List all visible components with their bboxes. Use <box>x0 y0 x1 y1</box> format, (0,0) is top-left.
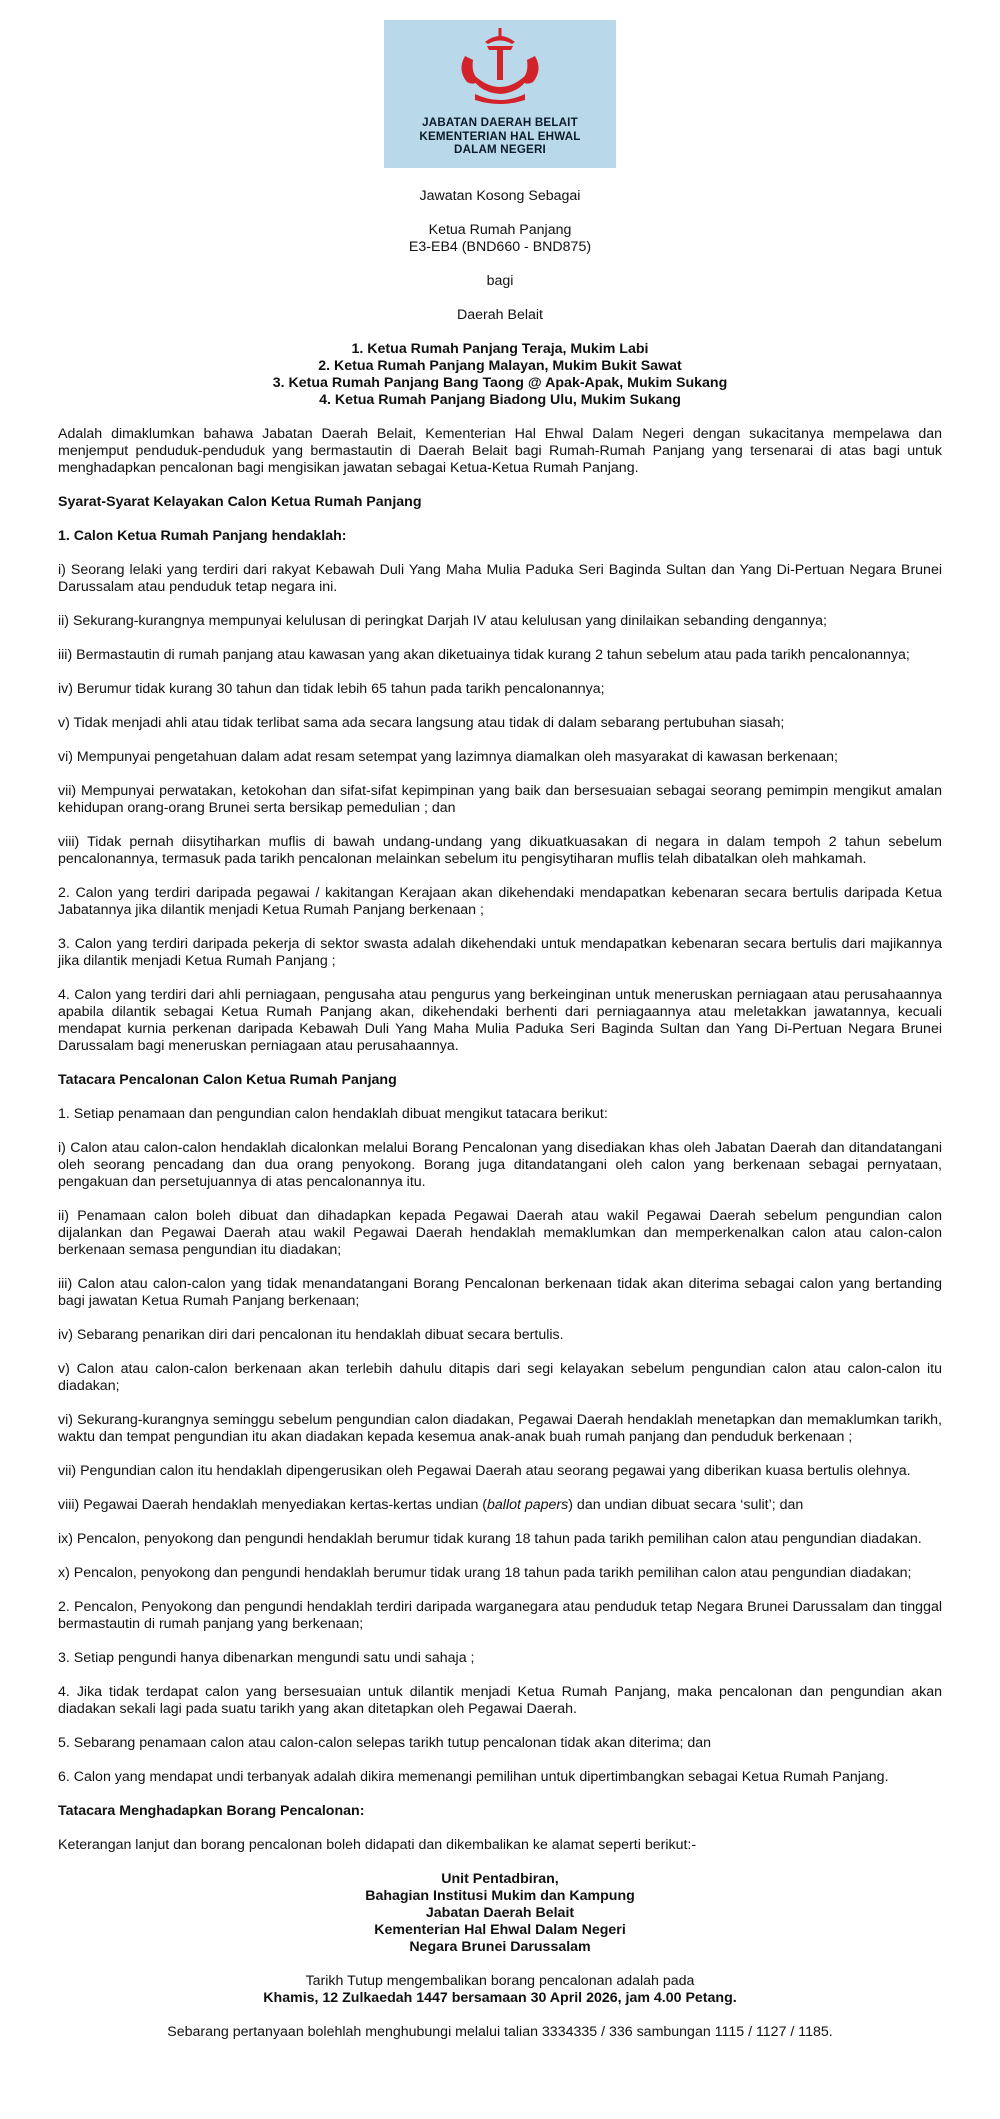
procedure-heading: Tatacara Pencalonan Calon Ketua Rumah Panjang <box>58 1072 397 1088</box>
post-grade: E3-EB4 (BND660 - BND875) <box>408 239 592 255</box>
eligibility-heading: Syarat-Syarat Kelayakan Calon Ketua Rumah Panjang <box>58 494 422 510</box>
title-block <box>58 188 942 426</box>
closing-date: Khamis, 12 Zulkaedah 1447 bersamaan 30 April 2026, jam 4.00 Petang. <box>263 1990 737 2006</box>
procedure-para: 4. Jika tidak terdapat calon yang bersesuaian untuk dilantik menjadi Ketua Rumah Panjang, maka pencalonan dan pengundian akan diadakan sekali lagi pada suatu tarikh yang akan ditetapkan oleh Pegawai Daerah. <box>58 1684 942 1717</box>
procedure-item: i) Calon atau calon-calon hendaklah dicalonkan melalui Borang Pencalonan yang disediakan khas oleh Jabatan Daerah dan ditandatangani oleh seorang pencadang dan dua orang penyokong. Borang juga ditandatangani oleh calon yang berkenaan sebagai pernyataan, pengakuan dan persetujuannya di atas pencalonannya itu. <box>58 1140 942 1190</box>
procedure-para: 5. Sebarang penamaan calon atau calon-calon selepas tarikh tutup pencalonan tidak akan diterima; dan <box>58 1735 712 1751</box>
location-item: 4. Ketua Rumah Panjang Biadong Ulu, Mukim Sukang <box>319 392 681 408</box>
procedure-item: ii) Penamaan calon boleh dibuat dan dihadapkan kepada Pegawai Daerah atau wakil Pegawai Daerah sebelum pengundian calon dijalankan dan Pegawai Daerah atau wakil Pegawai Daerah hendaklah memaklumkan dan memperkenalkan calon atau calon-calon berkenaan semasa pengundian itu diadakan; <box>58 1208 942 1258</box>
eligibility-item: viii) Tidak pernah diisytiharkan muflis di bawah undang-undang yang dikuatkuasakan di negara in dalam tempoh 2 tahun sebelum pencalonannya, termasuk pada tarikh pencalonan melainkan sebelum itu pengisytiharan muflis telah dibatalkan oleh mahkamah. <box>58 834 942 867</box>
closing-date-intro: Tarikh Tutup mengembalikan borang pencalonan adalah pada <box>305 1973 695 1989</box>
procedure-item: iii) Calon atau calon-calon yang tidak menandatangani Borang Pencalonan berkenaan tidak akan diterima sebagai calon yang bertanding bagi jawatan Ketua Rumah Panjang berkenaan; <box>58 1276 942 1309</box>
procedure-para: 3. Setiap pengundi hanya dibenarkan mengundi satu undi sahaja ; <box>58 1650 475 1666</box>
submission-text: Keterangan lanjut dan borang pencalonan boleh didapati dan dikembalikan ke alamat seperti berikut:- <box>58 1837 697 1853</box>
logo-line-1: JABATAN DAERAH BELAIT <box>422 116 578 129</box>
notice-title: Jawatan Kosong Sebagai <box>419 188 581 204</box>
post-title: Ketua Rumah Panjang <box>428 222 572 238</box>
eligibility-para-2: 2. Calon yang terdiri daripada pegawai / kakitangan Kerajaan akan dikehendaki mendapatkan kebenaran secara bertulis daripada Ketua Jabatannya jika dilantik menjadi Ketua Rumah Panjang berkenaan ; <box>58 885 942 918</box>
brunei-crest-icon <box>445 26 555 104</box>
logo-line-3: DALAM NEGERI <box>454 143 546 156</box>
address-line: Bahagian Institusi Mukim dan Kampung <box>365 1888 635 1904</box>
department-logo <box>384 20 616 168</box>
logo-line-2: KEMENTERIAN HAL EHWAL <box>419 129 581 143</box>
submission-heading: Tatacara Menghadapkan Borang Pencalonan: <box>58 1803 365 1819</box>
location-item: 2. Ketua Rumah Panjang Malayan, Mukim Bukit Sawat <box>318 358 682 374</box>
address-line: Jabatan Daerah Belait <box>425 1905 575 1921</box>
eligibility-item: iii) Bermastautin di rumah panjang atau kawasan yang akan diketuainya tidak kurang 2 tahun sebelum atau pada tarikh pencalonannya; <box>58 647 910 663</box>
location-item: 3. Ketua Rumah Panjang Bang Taong @ Apak-Apak, Mukim Sukang <box>272 375 728 391</box>
eligibility-item: v) Tidak menjadi ahli atau tidak terlibat sama ada secara langsung atau tidak di dalam sebarang pertubuhan siasah; <box>58 715 785 731</box>
address-line: Negara Brunei Darussalam <box>409 1939 591 1955</box>
procedure-item: iv) Sebarang penarikan diri dari pencalonan itu hendaklah dibuat secara bertulis. <box>58 1327 564 1343</box>
eligibility-item: vi) Mempunyai pengetahuan dalam adat resam setempat yang lazimnya diamalkan oleh masyarakat di kawasan berkenaan; <box>58 749 838 765</box>
procedure-para: 2. Pencalon, Penyokong dan pengundi hendaklah terdiri daripada warganegara atau penduduk tetap Negara Brunei Darussalam dan tinggal bermastautin di rumah panjang yang berkenaan; <box>58 1599 942 1632</box>
procedure-para: 6. Calon yang mendapat undi terbanyak adalah dikira memenangi pemilihan untuk dipertimbangkan sebagai Ketua Rumah Panjang. <box>58 1769 889 1785</box>
procedure-item: v) Calon atau calon-calon berkenaan akan terlebih dahulu ditapis dari segi kelayakan sebelum pengundian calon atau calon-calon itu diadakan; <box>58 1361 942 1394</box>
procedure-intro: 1. Setiap penamaan dan pengundian calon hendaklah dibuat mengikut tatacara berikut: <box>58 1106 608 1122</box>
eligibility-item: vii) Mempunyai perwatakan, ketokohan dan sifat-sifat kepimpinan yang baik dan bersesuaian sebagai seorang pemimpin mengikut amalan kehidupan orang-orang Brunei serta bersikap pemedulian ; dan <box>58 783 942 816</box>
logo-text <box>384 116 616 157</box>
eligibility-item: i) Seorang lelaki yang terdiri dari rakyat Kebawah Duli Yang Maha Mulia Paduka Seri Baginda Sultan dan Yang Di-Pertuan Negara Brunei Darussalam atau penduduk tetap negara ini. <box>58 562 942 595</box>
procedure-item-ballot <box>58 1497 942 1514</box>
address-block <box>58 1871 942 1956</box>
ballot-papers-term: ballot papers <box>487 1497 569 1513</box>
district-name: Daerah Belait <box>457 307 543 323</box>
ballot-text-post: ) dan undian dibuat secara ‘sulit’; dan <box>568 1497 804 1513</box>
bagi-label: bagi <box>486 273 514 289</box>
procedure-item: vii) Pengundian calon itu hendaklah dipengerusikan oleh Pegawai Daerah atau seorang pegawai yang diberikan kuasa bertulis olehnya. <box>58 1463 911 1479</box>
location-item: 1. Ketua Rumah Panjang Teraja, Mukim Labi <box>351 341 649 357</box>
procedure-item: ix) Pencalon, penyokong dan pengundi hendaklah berumur tidak kurang 18 tahun pada tarikh pemilihan calon atau pengundian diadakan. <box>58 1531 922 1547</box>
procedure-item: vi) Sekurang-kurangnya seminggu sebelum pengundian calon diadakan, Pegawai Daerah hendaklah menetapkan dan memaklumkan tarikh, waktu dan tempat pengundian itu akan diadakan kepada kesemua anak-anak buah rumah panjang dan penduduk berkenaan ; <box>58 1412 942 1445</box>
closing-date-block <box>58 1973 942 2007</box>
ballot-text-pre: viii) Pegawai Daerah hendaklah menyediakan kertas-kertas undian ( <box>58 1497 488 1513</box>
procedure-item: x) Pencalon, penyokong dan pengundi hendaklah berumur tidak urang 18 tahun pada tarikh pemilihan calon atau pengundian diadakan; <box>58 1565 912 1581</box>
intro-paragraph: Adalah dimaklumkan bahawa Jabatan Daerah Belait, Kementerian Hal Ehwal Dalam Negeri dengan sukacitanya mempelawa dan menjemput penduduk-penduduk yang bermastautin di Daerah Belait bagi Rumah-Rumah Panjang yang tersenarai di atas bagi untuk menghadapkan pencalonan bagi mengisikan jawatan sebagai Ketua-Ketua Rumah Panjang. <box>58 426 942 476</box>
eligibility-subheading: 1. Calon Ketua Rumah Panjang hendaklah: <box>58 528 347 544</box>
address-line: Kementerian Hal Ehwal Dalam Negeri <box>374 1922 626 1938</box>
eligibility-item: ii) Sekurang-kurangnya mempunyai kelulusan di peringkat Darjah IV atau kelulusan yang dinilaikan sebanding dengannya; <box>58 613 827 629</box>
eligibility-para-3: 3. Calon yang terdiri daripada pekerja di sektor swasta adalah dikehendaki untuk mendapatkan kebenaran secara bertulis dari majikannya jika dilantik menjadi Ketua Rumah Panjang ; <box>58 936 942 969</box>
contact-line: Sebarang pertanyaan bolehlah menghubungi melalui talian 3334335 / 336 sambungan 1115 / 1127 / 1185. <box>167 2024 833 2040</box>
eligibility-item: iv) Berumur tidak kurang 30 tahun dan tidak lebih 65 tahun pada tarikh pencalonannya; <box>58 681 605 697</box>
eligibility-para-4: 4. Calon yang terdiri dari ahli perniagaan, pengusaha atau pengurus yang berkeinginan untuk meneruskan perniagaan atau perusahaannya apabila dilantik sebagai Ketua Rumah Panjang akan, dikehendaki berhenti dari perniagaannya atau meletakkan jawatannya, kecuali mendapat kurnia perkenan daripada Kebawah Duli Yang Maha Mulia Paduka Seri Baginda Sultan dan Yang Di-Pertuan Negara Brunei Darussalam bagi meneruskan perniagaan atau perusahaannya. <box>58 987 942 1054</box>
address-line: Unit Pentadbiran, <box>441 1871 559 1887</box>
